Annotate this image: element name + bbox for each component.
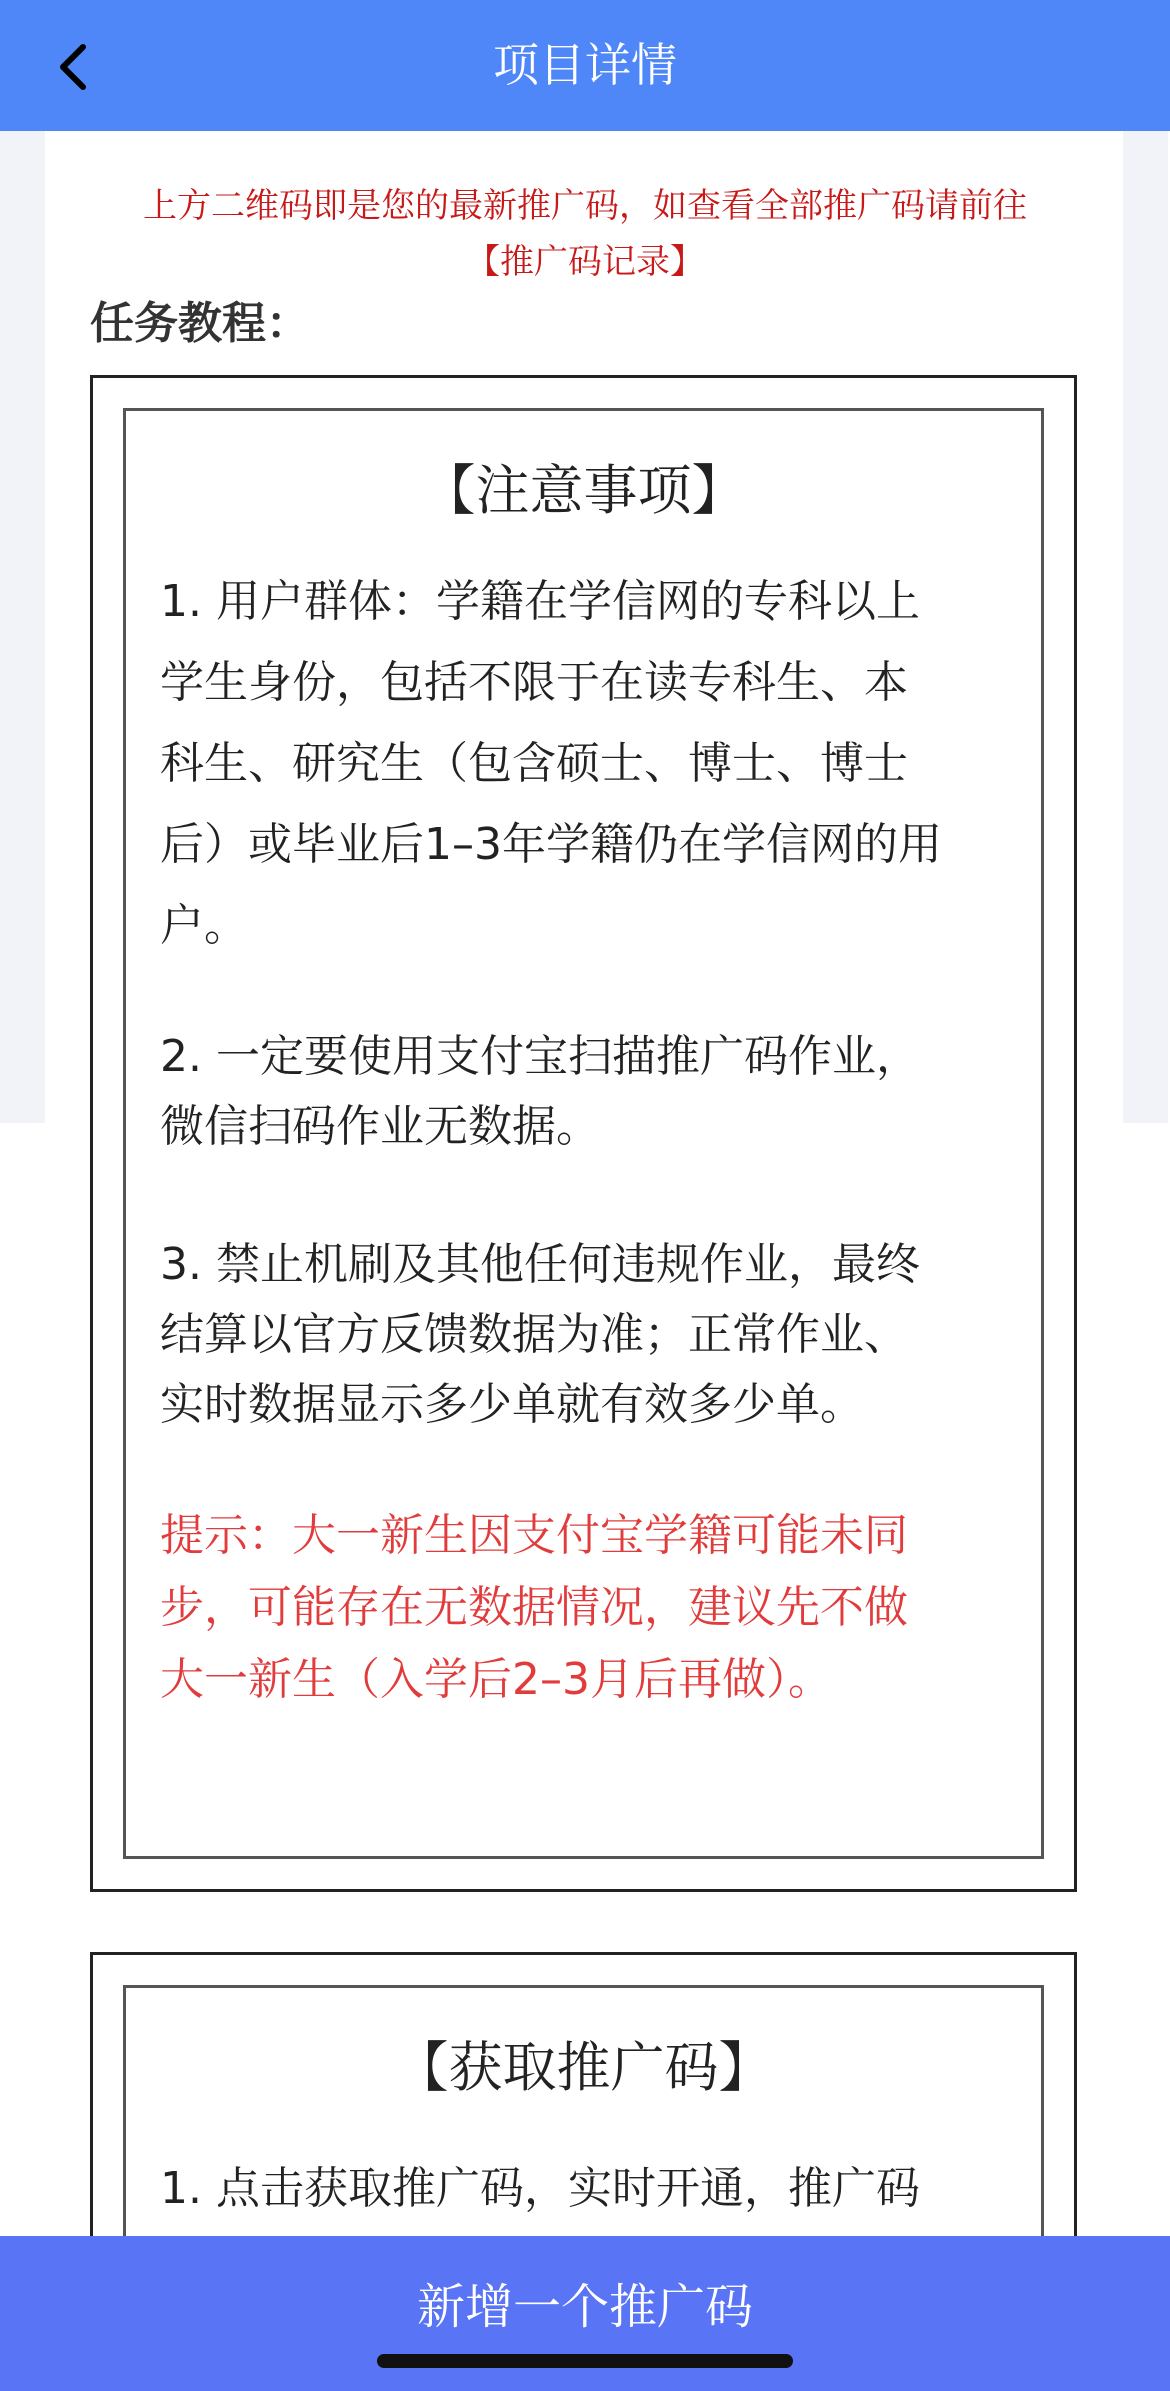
notes-card-title: 【注意事项】 bbox=[421, 459, 746, 522]
notes-card bbox=[90, 375, 1077, 1892]
text-line: 步，可能存在无数据情况，建议先不做 bbox=[160, 1582, 908, 1633]
note-paragraph-3 bbox=[160, 1230, 1007, 1440]
promo-record-link[interactable]: 【推广码记录】 bbox=[466, 242, 704, 282]
text-line: 提示：大一新生因支付宝学籍可能未同 bbox=[160, 1510, 908, 1561]
notes-card-body bbox=[126, 561, 1041, 1716]
get-promo-code-body bbox=[126, 2148, 1041, 2229]
text-line: 户。 bbox=[160, 900, 248, 951]
text-line: 科生、研究生（包含硕士、博士、博士 bbox=[160, 738, 908, 789]
tip-paragraph bbox=[160, 1500, 1007, 1716]
notes-card-inner bbox=[123, 408, 1044, 1859]
section-title: 任务教程： bbox=[90, 298, 310, 349]
home-indicator bbox=[377, 2354, 793, 2368]
qr-notice bbox=[90, 178, 1080, 290]
text-line: 微信扫码作业无数据。 bbox=[160, 1101, 600, 1152]
side-strip-right bbox=[1123, 131, 1168, 1123]
text-line: 2. 一定要使用支付宝扫描推广码作业， bbox=[160, 1031, 920, 1082]
text-line: 大一新生（入学后2–3月后再做）。 bbox=[160, 1654, 832, 1705]
text-line: 1. 用户群体：学籍在学信网的专科以上 bbox=[160, 576, 920, 627]
text-line: 3. 禁止机刷及其他任何违规作业，最终 bbox=[160, 1239, 920, 1290]
note-paragraph-1 bbox=[160, 561, 1007, 966]
side-strip-left bbox=[0, 131, 45, 1123]
step-paragraph-1: 1. 点击获取推广码，实时开通，推广码 bbox=[160, 2163, 920, 2214]
note-paragraph-2 bbox=[160, 1022, 1007, 1162]
add-promo-code-label: 新增一个推广码 bbox=[416, 2279, 753, 2335]
header-bar bbox=[0, 0, 1170, 131]
text-line: 后）或毕业后1–3年学籍仍在学信网的用 bbox=[160, 819, 942, 870]
text-line: 学生身份，包括不限于在读专科生、本 bbox=[160, 657, 908, 708]
get-promo-code-title: 【获取推广码】 bbox=[394, 2036, 773, 2099]
text-line: 实时数据显示多少单就有效多少单。 bbox=[160, 1379, 864, 1430]
notice-text: 上方二维码即是您的最新推广码，如查看全部推广码请前往 bbox=[143, 186, 1027, 226]
text-line: 结算以官方反馈数据为准；正常作业、 bbox=[160, 1309, 908, 1360]
page-title: 项目详情 bbox=[493, 38, 677, 92]
